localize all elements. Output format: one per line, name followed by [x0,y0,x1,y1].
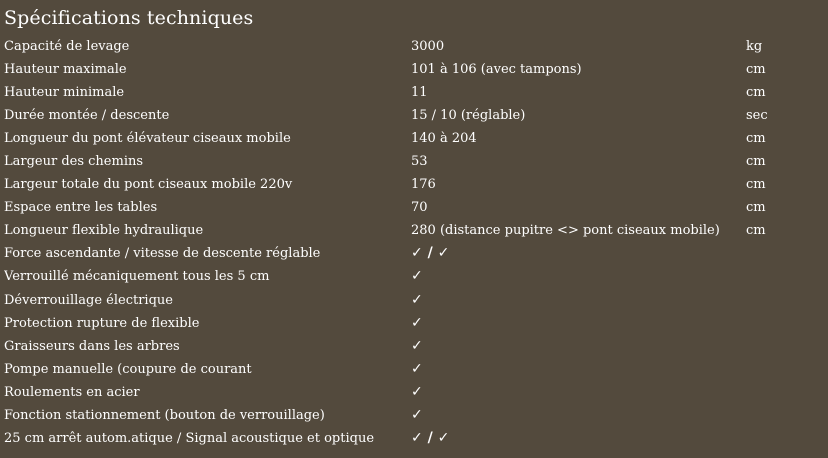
spec-unit: cm [746,62,766,78]
spec-row [0,219,828,242]
spec-label: Longueur du pont élévateur ciseaux mobile [4,131,291,147]
spec-label: Hauteur minimale [4,85,125,101]
spec-unit: cm [746,223,766,239]
spec-unit: cm [746,177,766,193]
spec-value: 70 [411,200,428,216]
check-icon: ✓ / ✓ [411,429,450,446]
spec-label: Déverrouillage électrique [4,292,173,308]
spec-label: 25 cm arrêt autom.atique / Signal acoustique et optique [4,430,375,446]
spec-unit: sec [746,108,768,124]
check-icon: ✓ [411,268,423,285]
spec-row [0,173,828,196]
spec-value: 101 à 106 (avec tampons) [411,62,582,78]
check-icon: ✓ [411,314,423,331]
spec-value: 280 (distance pupitre <> pont ciseaux mobile) [411,223,720,239]
spec-row [0,196,828,219]
spec-label: Force ascendante / vitesse de descente réglable [4,246,321,262]
check-icon: ✓ / ✓ [411,245,450,262]
spec-row [0,35,828,58]
spec-row [0,312,828,335]
spec-row [0,404,828,427]
spec-row [0,58,828,81]
spec-label: Verrouillé mécaniquement tous les 5 cm [4,269,270,285]
spec-label: Fonction stationnement (bouton de verrouillage) [4,407,325,423]
spec-value: 176 [411,177,436,193]
spec-label: Largeur totale du pont ciseaux mobile 220v [4,177,293,193]
spec-label: Espace entre les tables [4,200,158,216]
check-icon: ✓ [411,360,423,377]
check-icon: ✓ [411,337,423,354]
spec-row [0,289,828,312]
spec-row [0,81,828,104]
spec-value: 3000 [411,39,445,54]
spec-unit: cm [746,131,766,147]
spec-label: Largeur des chemins [4,154,144,170]
spec-row [0,358,828,381]
check-icon: ✓ [411,383,423,400]
specs-table [0,35,828,450]
spec-value: 11 [411,85,428,101]
spec-row [0,150,828,173]
spec-label: Graisseurs dans les arbres [4,338,180,354]
spec-unit: cm [746,154,766,170]
spec-row [0,381,828,404]
spec-value: 140 à 204 [411,131,477,147]
spec-label: Durée montée / descente [4,108,170,124]
check-icon: ✓ [411,406,423,423]
spec-label: Roulements en acier [4,384,140,400]
spec-row [0,335,828,358]
spec-value: 53 [411,154,428,170]
spec-row [0,242,828,265]
specs-title: Spécifications techniques [4,7,254,29]
spec-unit: kg [746,39,763,54]
spec-unit: cm [746,200,766,216]
spec-row [0,265,828,288]
spec-label: Longueur flexible hydraulique [4,223,204,239]
spec-label: Capacité de levage [4,39,130,54]
spec-row [0,127,828,150]
spec-row [0,104,828,127]
spec-row [0,427,828,450]
check-icon: ✓ [411,291,423,308]
spec-label: Protection rupture de flexible [4,315,200,331]
spec-label: Pompe manuelle (coupure de courant [4,361,252,377]
spec-label: Hauteur maximale [4,62,127,78]
spec-value: 15 / 10 (réglable) [411,108,526,124]
spec-unit: cm [746,85,766,101]
